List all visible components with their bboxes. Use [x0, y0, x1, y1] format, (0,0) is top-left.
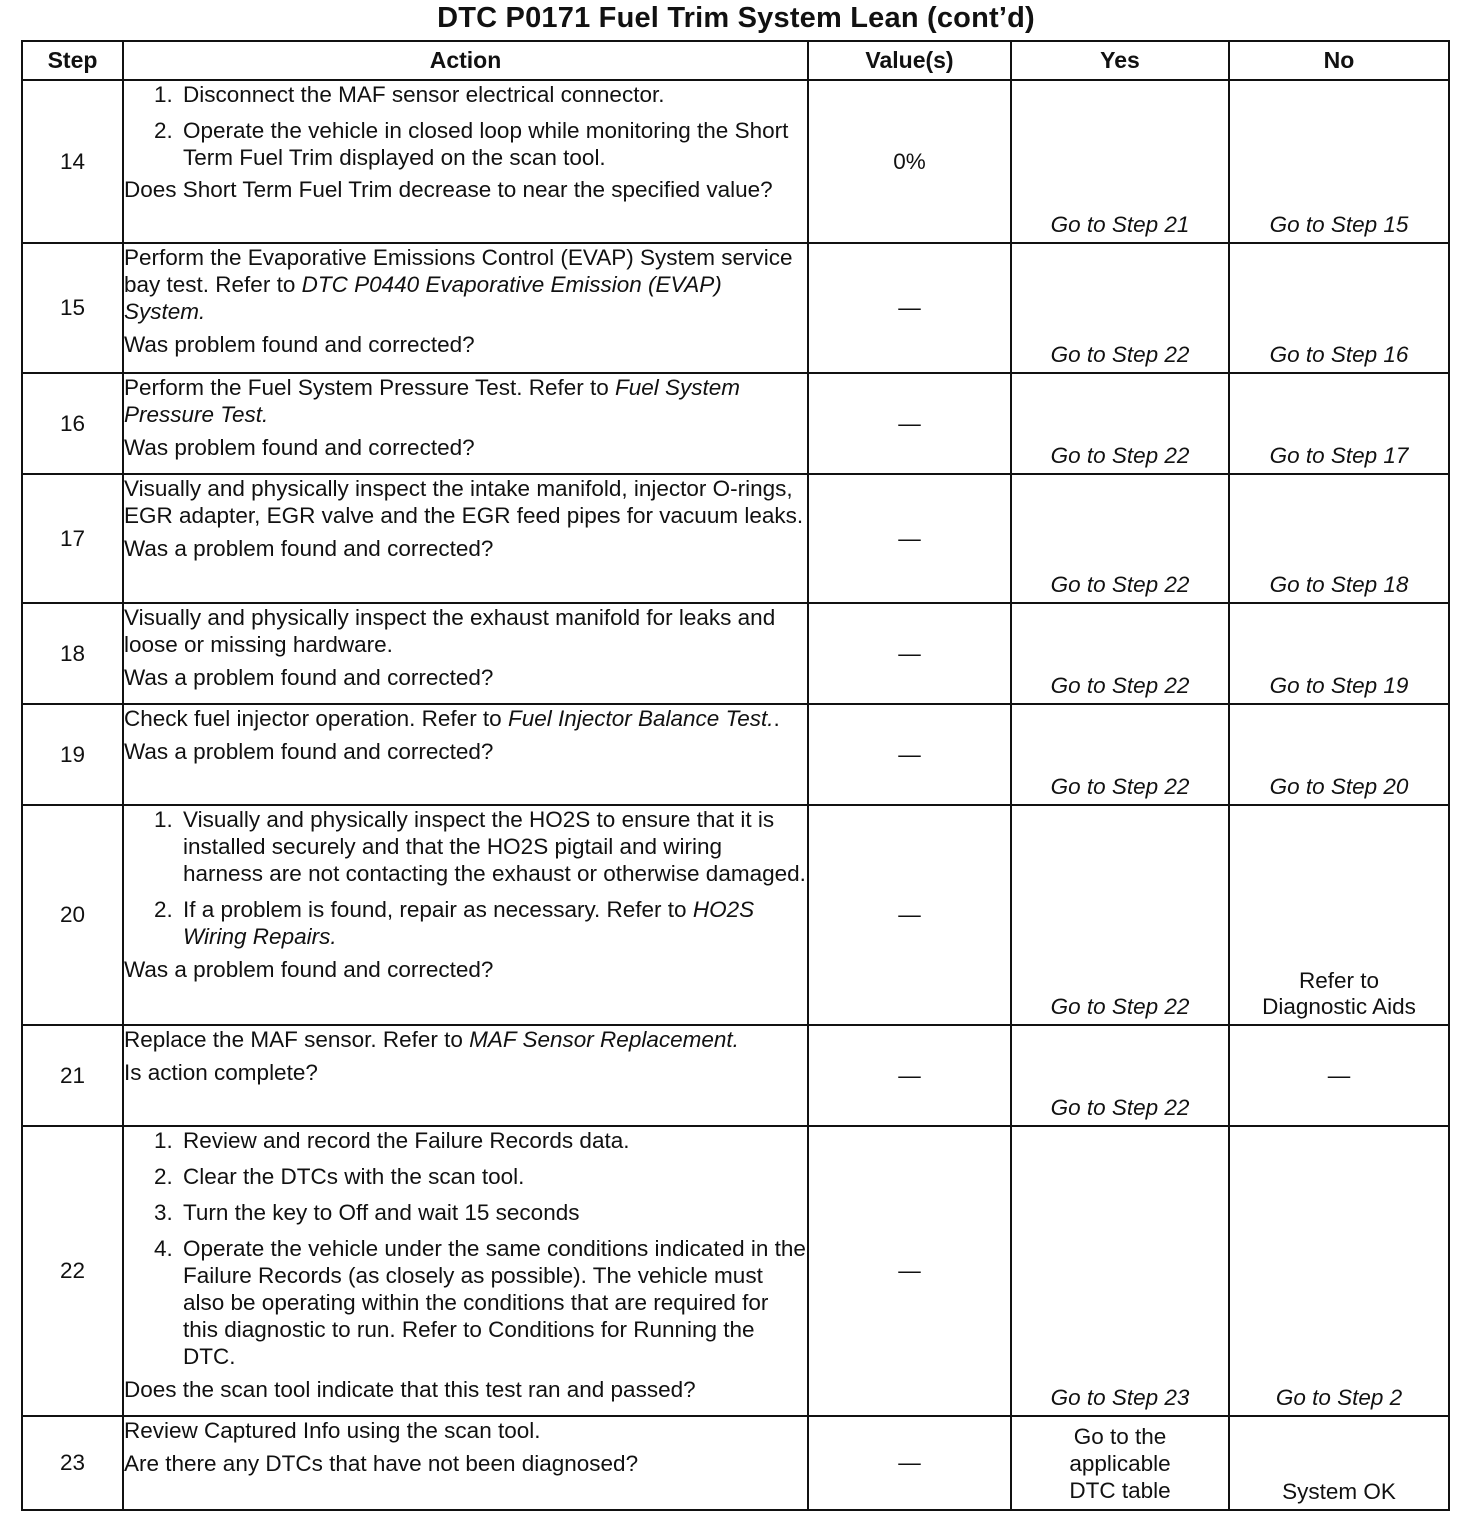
action-text: [124, 374, 807, 428]
action-cell: [123, 1126, 808, 1416]
header-row: [22, 41, 1449, 80]
step-number: 23: [22, 1416, 123, 1510]
action-text: [124, 1026, 807, 1053]
action-text: Visually and physically inspect the exhaust manifold for leaks and loose or missing hardware.: [124, 605, 776, 657]
action-instruction: Perform the Fuel System Pressure Test. Refer to: [124, 375, 616, 400]
action-question: Was a problem found and corrected?: [124, 536, 494, 561]
action-cell: [123, 704, 808, 805]
value-cell: —: [808, 704, 1011, 805]
step-number: 22: [22, 1126, 123, 1416]
reference-tail: .: [773, 706, 780, 731]
step-number: 15: [22, 243, 123, 373]
action-cell: [123, 80, 808, 243]
value-cell: —: [808, 1416, 1011, 1510]
no-cell: Go to Step 19: [1229, 603, 1449, 704]
no-cell: Refer to Diagnostic Aids: [1229, 805, 1449, 1025]
action-instruction: Perform the Evaporative Emissions Control (EVAP) System service bay test. Refer to: [124, 245, 793, 297]
action-question: Is action complete?: [124, 1060, 318, 1085]
value-cell: —: [808, 1025, 1011, 1126]
header-action: Action: [123, 41, 808, 80]
action-item: 3. Turn the key to Off and wait 15 seconds: [179, 1199, 807, 1226]
action-text: Review Captured Info using the scan tool.: [124, 1418, 541, 1443]
action-item: 1. Visually and physically inspect the HO2S to ensure that it is installed securely and that the HO2S pigtail and wiring harness are not contacting the exhaust or otherwise damaged.: [179, 806, 807, 887]
action-instruction: Check fuel injector operation. Refer to: [124, 706, 508, 731]
value-cell: —: [808, 373, 1011, 474]
table-row-step-23: [22, 1416, 1449, 1510]
action-item: 1. Disconnect the MAF sensor electrical connector.: [179, 81, 807, 108]
action-cell: [123, 1416, 808, 1510]
header-values: Value(s): [808, 41, 1011, 80]
action-list: [124, 81, 807, 171]
table-row-step-18: [22, 603, 1449, 704]
yes-cell: Go to Step 22: [1011, 603, 1229, 704]
header-no: No: [1229, 41, 1449, 80]
table-row-step-19: [22, 704, 1449, 805]
no-cell: Go to Step 18: [1229, 474, 1449, 603]
reference-link[interactable]: MAF Sensor Replacement.: [469, 1027, 739, 1052]
step-number: 20: [22, 805, 123, 1025]
no-cell: —: [1229, 1025, 1449, 1126]
action-text: [124, 705, 807, 732]
action-cell: [123, 243, 808, 373]
value-cell: 0%: [808, 80, 1011, 243]
yes-cell: Go to Step 22: [1011, 474, 1229, 603]
action-question: Was a problem found and corrected?: [124, 665, 494, 690]
no-cell: System OK: [1229, 1416, 1449, 1510]
step-number: 16: [22, 373, 123, 474]
yes-cell: Go to Step 22: [1011, 243, 1229, 373]
yes-cell: Go to Step 22: [1011, 805, 1229, 1025]
action-item: 2. Operate the vehicle in closed loop while monitoring the Short Term Fuel Trim displayed on the scan tool.: [179, 117, 807, 171]
reference-link[interactable]: Fuel Injector Balance Test.: [507, 706, 774, 731]
reference-link[interactable]: DTC P0440 Evaporative Emission (EVAP) System.: [124, 272, 722, 324]
yes-cell: Go to the applicable DTC table: [1011, 1416, 1229, 1510]
value-cell: —: [808, 243, 1011, 373]
action-item: 2. Clear the DTCs with the scan tool.: [179, 1163, 807, 1190]
yes-cell: Go to Step 22: [1011, 373, 1229, 474]
step-number: 19: [22, 704, 123, 805]
action-item: 1. Review and record the Failure Records data.: [179, 1127, 807, 1154]
step-number: 14: [22, 80, 123, 243]
value-cell: —: [808, 474, 1011, 603]
table-row-step-17: [22, 474, 1449, 603]
action-text: Visually and physically inspect the intake manifold, injector O-rings, EGR adapter, EGR valve and the EGR feed pipes for vacuum leaks.: [124, 476, 804, 528]
value-cell: —: [808, 603, 1011, 704]
action-instruction: Replace the MAF sensor. Refer to: [124, 1027, 470, 1052]
yes-cell: Go to Step 22: [1011, 704, 1229, 805]
action-instruction: If a problem is found, repair as necessary. Refer to: [183, 897, 693, 922]
action-question: Does the scan tool indicate that this test ran and passed?: [124, 1377, 696, 1402]
header-yes: Yes: [1011, 41, 1229, 80]
table-row-step-14: [22, 80, 1449, 243]
yes-cell: Go to Step 21: [1011, 80, 1229, 243]
action-cell: [123, 1025, 808, 1126]
no-cell: Go to Step 17: [1229, 373, 1449, 474]
action-question: Does Short Term Fuel Trim decrease to near the specified value?: [124, 177, 773, 202]
step-number: 17: [22, 474, 123, 603]
yes-cell: Go to Step 23: [1011, 1126, 1229, 1416]
page-title: DTC P0171 Fuel Trim System Lean (cont’d): [437, 2, 1035, 34]
action-item: [179, 896, 807, 950]
table-row-step-16: [22, 373, 1449, 474]
reference-link[interactable]: HO2S Wiring Repairs.: [183, 897, 755, 949]
action-list: [124, 806, 807, 950]
no-cell: Go to Step 16: [1229, 243, 1449, 373]
action-text: [124, 244, 807, 325]
action-list: [124, 1127, 807, 1370]
action-cell: [123, 603, 808, 704]
action-cell: [123, 373, 808, 474]
table-row-step-20: [22, 805, 1449, 1025]
no-cell: Go to Step 20: [1229, 704, 1449, 805]
action-question: Was a problem found and corrected?: [124, 957, 494, 982]
no-cell: Go to Step 2: [1229, 1126, 1449, 1416]
table-row-step-15: [22, 243, 1449, 373]
value-cell: —: [808, 805, 1011, 1025]
step-number: 18: [22, 603, 123, 704]
yes-cell: Go to Step 22: [1011, 1025, 1229, 1126]
step-number: 21: [22, 1025, 123, 1126]
value-cell: —: [808, 1126, 1011, 1416]
action-question: Are there any DTCs that have not been diagnosed?: [124, 1451, 639, 1476]
reference-link[interactable]: Fuel System Pressure Test.: [124, 375, 741, 427]
action-question: Was problem found and corrected?: [124, 435, 475, 460]
action-cell: [123, 474, 808, 603]
no-cell: Go to Step 15: [1229, 80, 1449, 243]
header-step: Step: [22, 41, 123, 80]
action-cell: [123, 805, 808, 1025]
table-row-step-22: [22, 1126, 1449, 1416]
action-question: Was a problem found and corrected?: [124, 739, 494, 764]
action-question: Was problem found and corrected?: [124, 332, 475, 357]
action-item: 4. Operate the vehicle under the same conditions indicated in the Failure Records (as closely as possible). The vehicle must also be operating within the conditions that are required for this diagnostic to run. Refer to Conditions for Running the DTC.: [179, 1235, 807, 1370]
table-row-step-21: [22, 1025, 1449, 1126]
diagnostic-table: [21, 40, 1450, 1511]
